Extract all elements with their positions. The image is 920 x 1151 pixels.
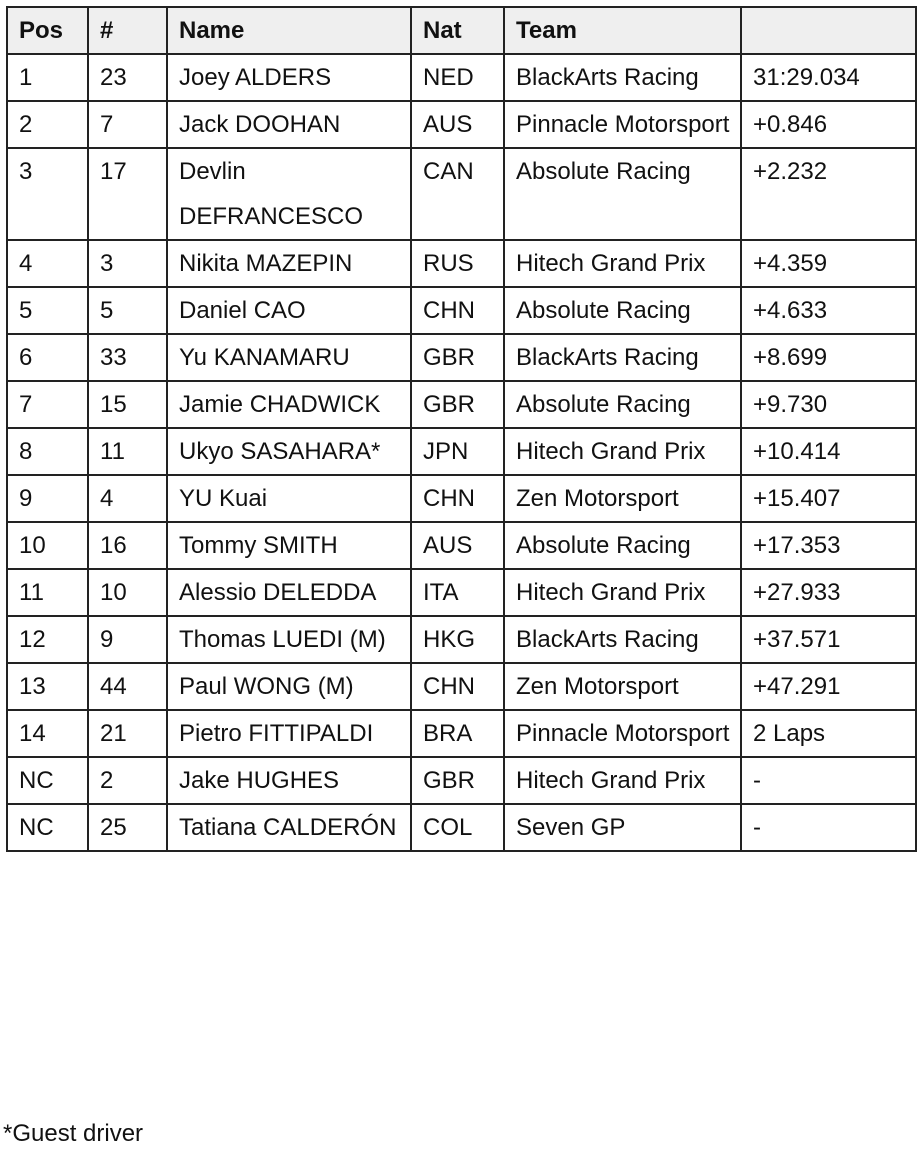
- cell-pos: 9: [7, 475, 88, 522]
- cell-name: YU Kuai: [167, 475, 411, 522]
- cell-team: Hitech Grand Prix: [504, 757, 741, 804]
- cell-nat: RUS: [411, 240, 504, 287]
- cell-team: Absolute Racing: [504, 381, 741, 428]
- cell-number: 21: [88, 710, 167, 757]
- cell-result: +9.730: [741, 381, 916, 428]
- header-team: Team: [504, 7, 741, 54]
- table-row: [7, 287, 916, 334]
- header-name: Name: [167, 7, 411, 54]
- cell-team: Absolute Racing: [504, 148, 741, 240]
- header-nat: Nat: [411, 7, 504, 54]
- cell-nat: JPN: [411, 428, 504, 475]
- cell-number: 33: [88, 334, 167, 381]
- table-row: [7, 710, 916, 757]
- cell-pos: 5: [7, 287, 88, 334]
- cell-number: 5: [88, 287, 167, 334]
- cell-team: BlackArts Racing: [504, 54, 741, 101]
- header-result: [741, 7, 916, 54]
- cell-name: Pietro FITTIPALDI: [167, 710, 411, 757]
- cell-name: Joey ALDERS: [167, 54, 411, 101]
- cell-nat: BRA: [411, 710, 504, 757]
- header-number: #: [88, 7, 167, 54]
- cell-number: 3: [88, 240, 167, 287]
- cell-pos: NC: [7, 804, 88, 851]
- cell-number: 11: [88, 428, 167, 475]
- table-row: [7, 334, 916, 381]
- cell-result: +37.571: [741, 616, 916, 663]
- cell-pos: 11: [7, 569, 88, 616]
- cell-number: 44: [88, 663, 167, 710]
- cell-nat: AUS: [411, 101, 504, 148]
- cell-name: Tommy SMITH: [167, 522, 411, 569]
- cell-result: +17.353: [741, 522, 916, 569]
- cell-pos: 12: [7, 616, 88, 663]
- cell-team: Hitech Grand Prix: [504, 428, 741, 475]
- results-table: [6, 6, 917, 852]
- cell-nat: HKG: [411, 616, 504, 663]
- cell-result: +4.633: [741, 287, 916, 334]
- cell-result: +10.414: [741, 428, 916, 475]
- cell-nat: CHN: [411, 475, 504, 522]
- table-row: [7, 101, 916, 148]
- cell-team: Absolute Racing: [504, 522, 741, 569]
- cell-number: 23: [88, 54, 167, 101]
- footnote: *Guest driver: [3, 1120, 144, 1147]
- cell-number: 4: [88, 475, 167, 522]
- cell-pos: 13: [7, 663, 88, 710]
- cell-team: BlackArts Racing: [504, 616, 741, 663]
- cell-nat: COL: [411, 804, 504, 851]
- cell-result: -: [741, 804, 916, 851]
- header-row: [7, 7, 916, 54]
- cell-nat: GBR: [411, 334, 504, 381]
- table-row: [7, 428, 916, 475]
- cell-result: +4.359: [741, 240, 916, 287]
- cell-result: +2.232: [741, 148, 916, 240]
- table-row: [7, 616, 916, 663]
- cell-nat: AUS: [411, 522, 504, 569]
- cell-name: Yu KANAMARU: [167, 334, 411, 381]
- cell-result: +27.933: [741, 569, 916, 616]
- table-row: [7, 240, 916, 287]
- cell-result: 2 Laps: [741, 710, 916, 757]
- cell-nat: NED: [411, 54, 504, 101]
- table-row: [7, 663, 916, 710]
- cell-pos: 6: [7, 334, 88, 381]
- cell-nat: ITA: [411, 569, 504, 616]
- cell-number: 10: [88, 569, 167, 616]
- cell-nat: GBR: [411, 381, 504, 428]
- cell-result: +0.846: [741, 101, 916, 148]
- cell-name: Jamie CHADWICK: [167, 381, 411, 428]
- cell-pos: 14: [7, 710, 88, 757]
- cell-name: Nikita MAZEPIN: [167, 240, 411, 287]
- cell-name: Paul WONG (M): [167, 663, 411, 710]
- cell-name: Jack DOOHAN: [167, 101, 411, 148]
- cell-nat: CHN: [411, 287, 504, 334]
- cell-team: Absolute Racing: [504, 287, 741, 334]
- cell-nat: GBR: [411, 757, 504, 804]
- table-row: [7, 804, 916, 851]
- cell-pos: 7: [7, 381, 88, 428]
- cell-pos: 2: [7, 101, 88, 148]
- cell-name: Tatiana CALDERÓN: [167, 804, 411, 851]
- cell-team: Zen Motorsport: [504, 663, 741, 710]
- cell-pos: 1: [7, 54, 88, 101]
- cell-number: 2: [88, 757, 167, 804]
- cell-team: Seven GP: [504, 804, 741, 851]
- cell-pos: 4: [7, 240, 88, 287]
- cell-nat: CHN: [411, 663, 504, 710]
- cell-team: Zen Motorsport: [504, 475, 741, 522]
- cell-number: 17: [88, 148, 167, 240]
- table-row: [7, 569, 916, 616]
- cell-team: Pinnacle Motorsport: [504, 710, 741, 757]
- cell-number: 9: [88, 616, 167, 663]
- header-pos: Pos: [7, 7, 88, 54]
- cell-team: Pinnacle Motorsport: [504, 101, 741, 148]
- cell-number: 15: [88, 381, 167, 428]
- cell-result: +47.291: [741, 663, 916, 710]
- cell-name: Jake HUGHES: [167, 757, 411, 804]
- cell-pos: 3: [7, 148, 88, 240]
- cell-team: BlackArts Racing: [504, 334, 741, 381]
- cell-result: -: [741, 757, 916, 804]
- table-row: [7, 54, 916, 101]
- cell-team: Hitech Grand Prix: [504, 240, 741, 287]
- table-row: [7, 148, 916, 240]
- cell-pos: 8: [7, 428, 88, 475]
- cell-number: 16: [88, 522, 167, 569]
- cell-team: Hitech Grand Prix: [504, 569, 741, 616]
- cell-nat: CAN: [411, 148, 504, 240]
- cell-pos: 10: [7, 522, 88, 569]
- cell-name: Thomas LUEDI (M): [167, 616, 411, 663]
- cell-number: 25: [88, 804, 167, 851]
- cell-name: Ukyo SASAHARA*: [167, 428, 411, 475]
- cell-number: 7: [88, 101, 167, 148]
- cell-result: +15.407: [741, 475, 916, 522]
- table-row: [7, 522, 916, 569]
- table-row: [7, 757, 916, 804]
- cell-name: Daniel CAO: [167, 287, 411, 334]
- table-row: [7, 381, 916, 428]
- cell-result: 31:29.034: [741, 54, 916, 101]
- table-row: [7, 475, 916, 522]
- cell-pos: NC: [7, 757, 88, 804]
- cell-result: +8.699: [741, 334, 916, 381]
- cell-name: Alessio DELEDDA: [167, 569, 411, 616]
- cell-name: Devlin DEFRANCESCO: [167, 148, 411, 240]
